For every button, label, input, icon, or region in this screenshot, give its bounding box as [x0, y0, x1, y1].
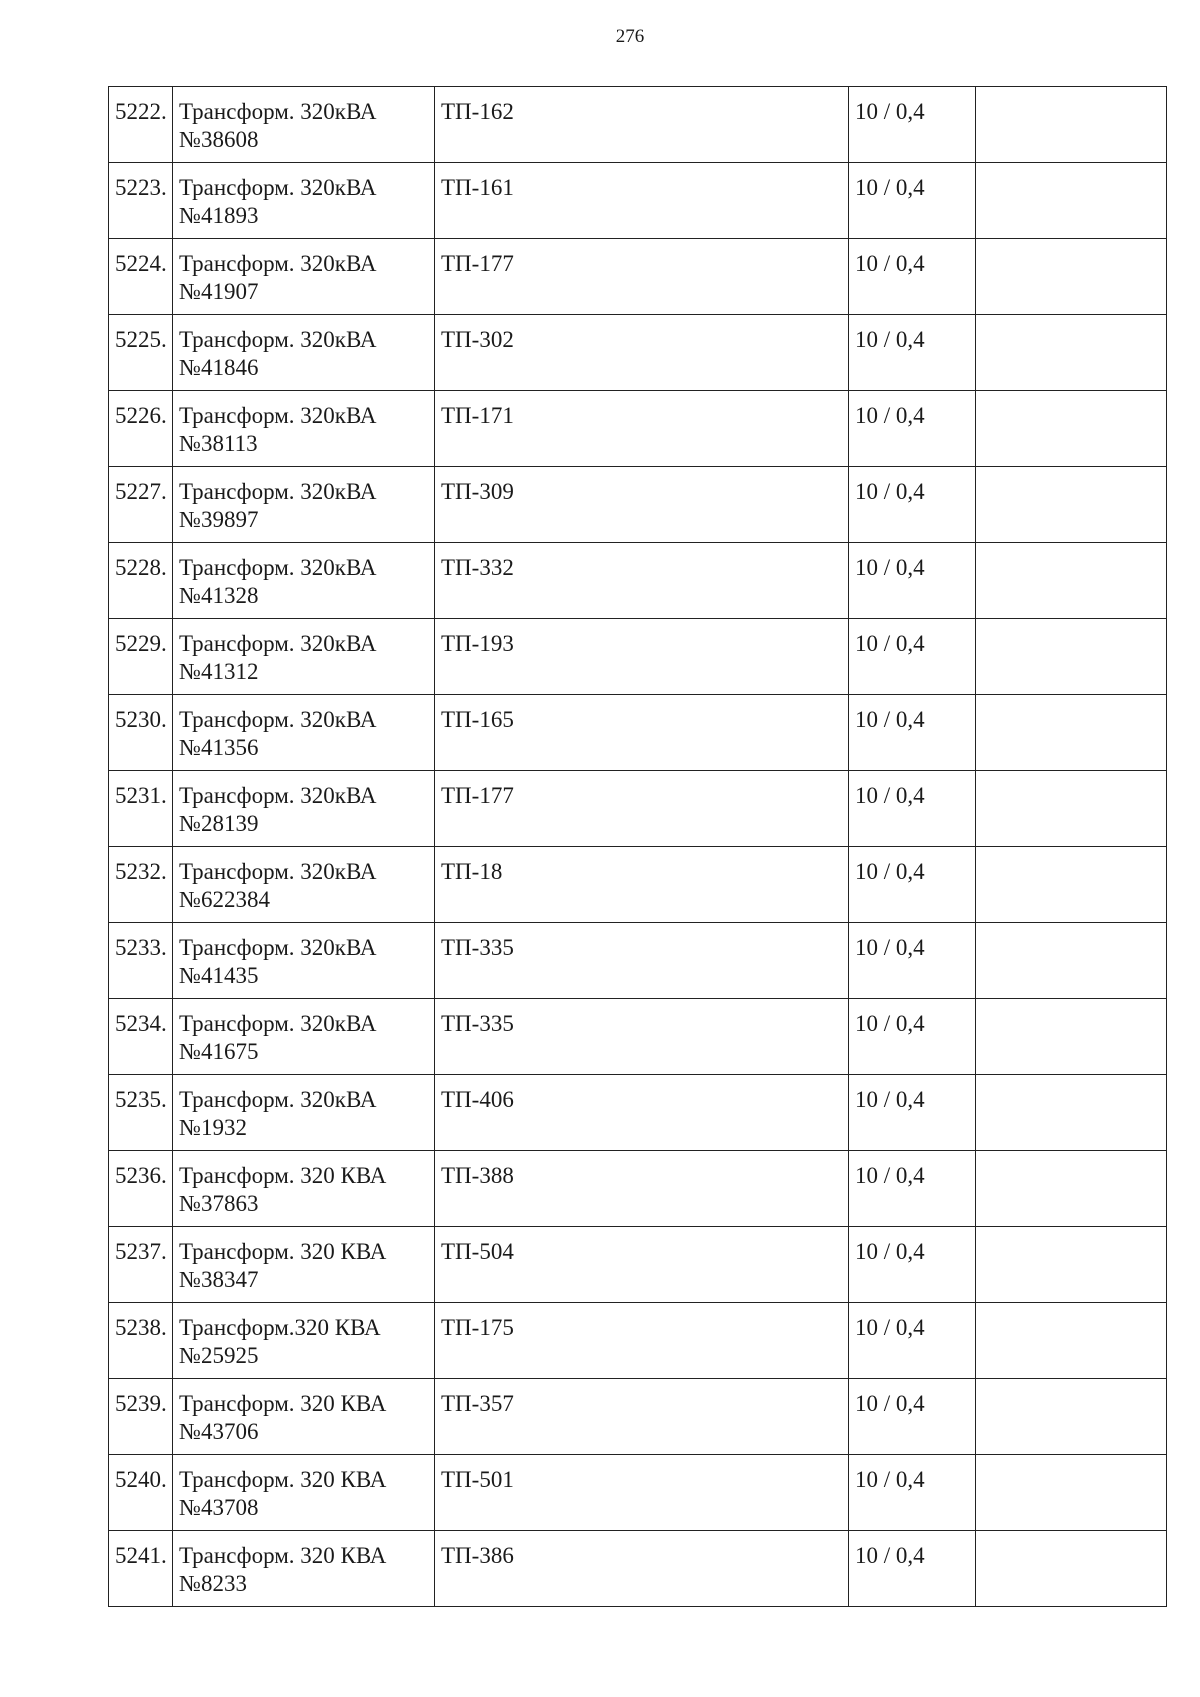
note-cell	[976, 847, 1167, 923]
equipment-name-cell	[173, 1303, 435, 1379]
row-number: 5236.	[115, 1163, 167, 1188]
row-number-cell	[109, 771, 173, 847]
table-row	[109, 239, 1167, 315]
note-cell	[976, 619, 1167, 695]
equipment-serial: №41907	[179, 279, 259, 304]
row-number: 5232.	[115, 859, 167, 884]
location: ТП-388	[441, 1163, 514, 1188]
voltage: 10 / 0,4	[855, 1163, 925, 1188]
equipment-serial: №43706	[179, 1419, 259, 1444]
equipment-serial: №41893	[179, 203, 259, 228]
equipment-name-cell	[173, 87, 435, 163]
row-number: 5228.	[115, 555, 167, 580]
row-number: 5227.	[115, 479, 167, 504]
location-cell	[435, 1531, 849, 1607]
row-number: 5222.	[115, 99, 167, 124]
row-number-cell	[109, 315, 173, 391]
voltage: 10 / 0,4	[855, 1543, 925, 1568]
equipment-name-cell	[173, 391, 435, 467]
equipment-name-cell	[173, 1227, 435, 1303]
row-number-cell	[109, 239, 173, 315]
voltage: 10 / 0,4	[855, 707, 925, 732]
location-cell	[435, 315, 849, 391]
row-number-cell	[109, 847, 173, 923]
equipment-name: Трансформ. 320кВА	[179, 783, 377, 808]
equipment-name: Трансформ. 320кВА	[179, 1011, 377, 1036]
note-cell	[976, 695, 1167, 771]
equipment-name: Трансформ. 320 КВА	[179, 1391, 387, 1416]
voltage: 10 / 0,4	[855, 99, 925, 124]
voltage-cell	[849, 1379, 976, 1455]
table-row	[109, 1531, 1167, 1607]
location-cell	[435, 1455, 849, 1531]
equipment-serial: №37863	[179, 1191, 259, 1216]
location-cell	[435, 239, 849, 315]
location: ТП-177	[441, 783, 514, 808]
voltage-cell	[849, 619, 976, 695]
equipment-name: Трансформ. 320кВА	[179, 175, 377, 200]
location-cell	[435, 391, 849, 467]
row-number-cell	[109, 1075, 173, 1151]
voltage: 10 / 0,4	[855, 1087, 925, 1112]
location-cell	[435, 1303, 849, 1379]
voltage: 10 / 0,4	[855, 1467, 925, 1492]
row-number: 5223.	[115, 175, 167, 200]
equipment-serial: №25925	[179, 1343, 259, 1368]
voltage-cell	[849, 695, 976, 771]
equipment-name-cell	[173, 543, 435, 619]
note-cell	[976, 315, 1167, 391]
equipment-serial: №41356	[179, 735, 259, 760]
location: ТП-335	[441, 1011, 514, 1036]
equipment-serial: №28139	[179, 811, 259, 836]
table-row	[109, 1379, 1167, 1455]
equipment-serial: №8233	[179, 1571, 247, 1596]
voltage: 10 / 0,4	[855, 175, 925, 200]
note-cell	[976, 1379, 1167, 1455]
row-number-cell	[109, 543, 173, 619]
equipment-name: Трансформ. 320кВА	[179, 935, 377, 960]
location-cell	[435, 999, 849, 1075]
row-number-cell	[109, 1531, 173, 1607]
row-number: 5234.	[115, 1011, 167, 1036]
equipment-serial: №41435	[179, 963, 259, 988]
table-row	[109, 999, 1167, 1075]
equipment-serial: №38113	[179, 431, 258, 456]
equipment-name: Трансформ. 320кВА	[179, 327, 377, 352]
location: ТП-335	[441, 935, 514, 960]
location: ТП-175	[441, 1315, 514, 1340]
equipment-name: Трансформ. 320 КВА	[179, 1543, 387, 1568]
equipment-name: Трансформ. 320кВА	[179, 707, 377, 732]
voltage-cell	[849, 315, 976, 391]
voltage: 10 / 0,4	[855, 1239, 925, 1264]
equipment-name: Трансформ. 320кВА	[179, 555, 377, 580]
row-number: 5241.	[115, 1543, 167, 1568]
equipment-name: Трансформ. 320кВА	[179, 99, 377, 124]
voltage: 10 / 0,4	[855, 479, 925, 504]
row-number: 5226.	[115, 403, 167, 428]
row-number-cell	[109, 695, 173, 771]
note-cell	[976, 999, 1167, 1075]
location-cell	[435, 771, 849, 847]
equipment-name-cell	[173, 619, 435, 695]
equipment-name: Трансформ. 320кВА	[179, 251, 377, 276]
voltage-cell	[849, 239, 976, 315]
location: ТП-309	[441, 479, 514, 504]
table-row	[109, 847, 1167, 923]
voltage-cell	[849, 1531, 976, 1607]
note-cell	[976, 1531, 1167, 1607]
location: ТП-162	[441, 99, 514, 124]
equipment-name-cell	[173, 999, 435, 1075]
table-body	[109, 87, 1167, 1607]
note-cell	[976, 87, 1167, 163]
voltage-cell	[849, 163, 976, 239]
location-cell	[435, 543, 849, 619]
voltage-cell	[849, 1227, 976, 1303]
location: ТП-193	[441, 631, 514, 656]
location: ТП-332	[441, 555, 514, 580]
voltage-cell	[849, 847, 976, 923]
location: ТП-177	[441, 251, 514, 276]
equipment-serial: №38347	[179, 1267, 259, 1292]
table-row	[109, 1227, 1167, 1303]
table-row	[109, 1303, 1167, 1379]
page-number: 276	[615, 26, 645, 47]
voltage: 10 / 0,4	[855, 631, 925, 656]
voltage: 10 / 0,4	[855, 251, 925, 276]
voltage: 10 / 0,4	[855, 1011, 925, 1036]
equipment-name-cell	[173, 163, 435, 239]
equipment-name-cell	[173, 771, 435, 847]
equipment-name-cell	[173, 695, 435, 771]
equipment-serial: №43708	[179, 1495, 259, 1520]
location: ТП-504	[441, 1239, 514, 1264]
row-number-cell	[109, 391, 173, 467]
row-number: 5231.	[115, 783, 167, 808]
equipment-name-cell	[173, 1075, 435, 1151]
note-cell	[976, 467, 1167, 543]
voltage-cell	[849, 1075, 976, 1151]
equipment-name: Трансформ. 320кВА	[179, 403, 377, 428]
row-number: 5233.	[115, 935, 167, 960]
location-cell	[435, 923, 849, 999]
location: ТП-386	[441, 1543, 514, 1568]
row-number-cell	[109, 87, 173, 163]
row-number: 5235.	[115, 1087, 167, 1112]
equipment-name-cell	[173, 1455, 435, 1531]
table-row	[109, 1151, 1167, 1227]
row-number-cell	[109, 1227, 173, 1303]
equipment-serial: №39897	[179, 507, 259, 532]
voltage: 10 / 0,4	[855, 1315, 925, 1340]
equipment-serial: №41846	[179, 355, 259, 380]
equipment-serial: №38608	[179, 127, 259, 152]
table-row	[109, 467, 1167, 543]
location: ТП-18	[441, 859, 503, 884]
equipment-name: Трансформ. 320кВА	[179, 1087, 377, 1112]
equipment-name: Трансформ. 320кВА	[179, 859, 377, 884]
table-row	[109, 923, 1167, 999]
note-cell	[976, 1151, 1167, 1227]
location-cell	[435, 467, 849, 543]
note-cell	[976, 771, 1167, 847]
note-cell	[976, 1075, 1167, 1151]
row-number: 5239.	[115, 1391, 167, 1416]
location: ТП-161	[441, 175, 514, 200]
voltage-cell	[849, 87, 976, 163]
equipment-serial: №41675	[179, 1039, 259, 1064]
note-cell	[976, 543, 1167, 619]
location: ТП-406	[441, 1087, 514, 1112]
note-cell	[976, 1455, 1167, 1531]
equipment-name-cell	[173, 1151, 435, 1227]
location-cell	[435, 1151, 849, 1227]
equipment-name: Трансформ. 320кВА	[179, 479, 377, 504]
row-number-cell	[109, 923, 173, 999]
equipment-serial: №41328	[179, 583, 259, 608]
table-row	[109, 1075, 1167, 1151]
row-number: 5229.	[115, 631, 167, 656]
equipment-name-cell	[173, 467, 435, 543]
location-cell	[435, 1379, 849, 1455]
voltage-cell	[849, 999, 976, 1075]
table-row	[109, 619, 1167, 695]
row-number-cell	[109, 1151, 173, 1227]
note-cell	[976, 923, 1167, 999]
equipment-name-cell	[173, 239, 435, 315]
location: ТП-165	[441, 707, 514, 732]
note-cell	[976, 163, 1167, 239]
location: ТП-302	[441, 327, 514, 352]
location-cell	[435, 847, 849, 923]
table-row	[109, 163, 1167, 239]
voltage-cell	[849, 391, 976, 467]
row-number-cell	[109, 1455, 173, 1531]
voltage-cell	[849, 1303, 976, 1379]
row-number: 5225.	[115, 327, 167, 352]
row-number-cell	[109, 1303, 173, 1379]
row-number-cell	[109, 999, 173, 1075]
voltage-cell	[849, 1455, 976, 1531]
row-number-cell	[109, 467, 173, 543]
equipment-name-cell	[173, 315, 435, 391]
table-row	[109, 87, 1167, 163]
voltage-cell	[849, 467, 976, 543]
table-row	[109, 543, 1167, 619]
voltage: 10 / 0,4	[855, 1391, 925, 1416]
voltage-cell	[849, 923, 976, 999]
equipment-name-cell	[173, 847, 435, 923]
note-cell	[976, 1227, 1167, 1303]
row-number: 5237.	[115, 1239, 167, 1264]
equipment-serial: №622384	[179, 887, 270, 912]
location-cell	[435, 163, 849, 239]
location-cell	[435, 87, 849, 163]
equipment-serial: №41312	[179, 659, 259, 684]
location-cell	[435, 1075, 849, 1151]
equipment-serial: №1932	[179, 1115, 247, 1140]
equipment-name-cell	[173, 923, 435, 999]
note-cell	[976, 1303, 1167, 1379]
voltage-cell	[849, 771, 976, 847]
row-number: 5230.	[115, 707, 167, 732]
voltage: 10 / 0,4	[855, 403, 925, 428]
equipment-name-cell	[173, 1379, 435, 1455]
equipment-name: Трансформ. 320 КВА	[179, 1163, 387, 1188]
table-row	[109, 315, 1167, 391]
note-cell	[976, 391, 1167, 467]
location: ТП-171	[441, 403, 514, 428]
location: ТП-501	[441, 1467, 514, 1492]
table-row	[109, 695, 1167, 771]
table-row	[109, 1455, 1167, 1531]
row-number: 5240.	[115, 1467, 167, 1492]
voltage: 10 / 0,4	[855, 327, 925, 352]
note-cell	[976, 239, 1167, 315]
location: ТП-357	[441, 1391, 514, 1416]
row-number-cell	[109, 163, 173, 239]
equipment-name: Трансформ.320 КВА	[179, 1315, 381, 1340]
voltage: 10 / 0,4	[855, 783, 925, 808]
voltage: 10 / 0,4	[855, 555, 925, 580]
row-number-cell	[109, 619, 173, 695]
equipment-name: Трансформ. 320 КВА	[179, 1239, 387, 1264]
equipment-name: Трансформ. 320 КВА	[179, 1467, 387, 1492]
table-row	[109, 391, 1167, 467]
voltage: 10 / 0,4	[855, 935, 925, 960]
row-number: 5238.	[115, 1315, 167, 1340]
equipment-table	[108, 86, 1167, 1607]
voltage-cell	[849, 543, 976, 619]
equipment-name: Трансформ. 320кВА	[179, 631, 377, 656]
equipment-name-cell	[173, 1531, 435, 1607]
row-number-cell	[109, 1379, 173, 1455]
voltage: 10 / 0,4	[855, 859, 925, 884]
location-cell	[435, 695, 849, 771]
location-cell	[435, 619, 849, 695]
table-row	[109, 771, 1167, 847]
voltage-cell	[849, 1151, 976, 1227]
row-number: 5224.	[115, 251, 167, 276]
location-cell	[435, 1227, 849, 1303]
